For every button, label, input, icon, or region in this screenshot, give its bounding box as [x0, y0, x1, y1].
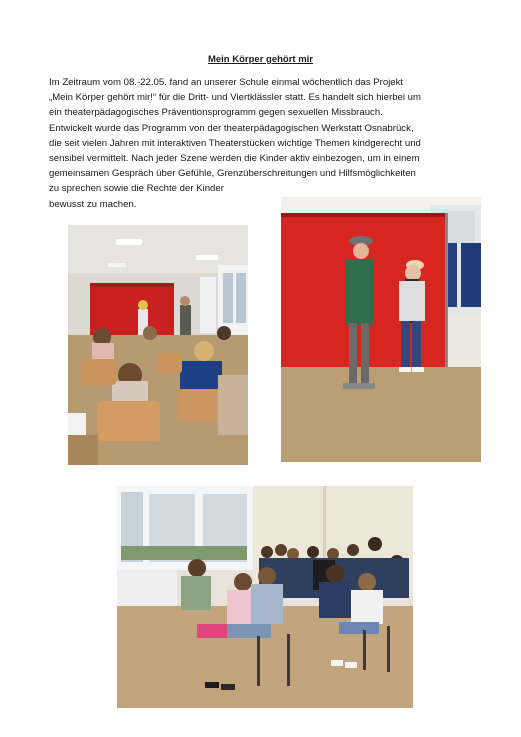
- photo-children-watching: [117, 486, 413, 708]
- photo-children-watching-image: [117, 486, 413, 708]
- paragraph-line: die seit vielen Jahren mit interaktiven Theaterstücken wichtige Themen kindgerecht und: [49, 137, 421, 149]
- paragraph-line: Im Zeitraum vom 08.-22.05. fand an unserer Schule einmal wöchentlich das Projekt: [49, 77, 404, 88]
- paragraph-line: zu sprechen sowie die Rechte der Kinder: [49, 183, 224, 195]
- page-title: Mein Körper gehört mir: [207, 54, 314, 65]
- paragraph-line: Entwickelt wurde das Programm von der theaterpädagogischen Werkstatt Osnabrück,: [49, 122, 414, 134]
- paragraph-line: gemeinsamen Gespräch über Gefühle, Grenzüberschreitungen und Hilfsmöglichkeiten: [49, 168, 416, 180]
- article-paragraph: [49, 75, 479, 212]
- paragraph-line: sensibel vermittelt. Nach jeder Szene werden die Kinder aktiv einbezogen, um in einem: [49, 153, 420, 165]
- photo-actors-scene-image: [281, 197, 481, 462]
- photo-audience-stage-image: [68, 225, 248, 465]
- paragraph-line: „Mein Körper gehört mir!“ für die Dritt- und Viertklässler statt. Es handelt sich hierbei um: [49, 92, 421, 104]
- photo-actors-scene: [281, 197, 481, 462]
- paragraph-line: ein theaterpädagogisches Präventionsprogramm gegen sexuellen Missbrauch.: [49, 107, 383, 119]
- paragraph-line: bewusst zu machen.: [49, 198, 137, 210]
- photo-audience-stage: [68, 225, 248, 465]
